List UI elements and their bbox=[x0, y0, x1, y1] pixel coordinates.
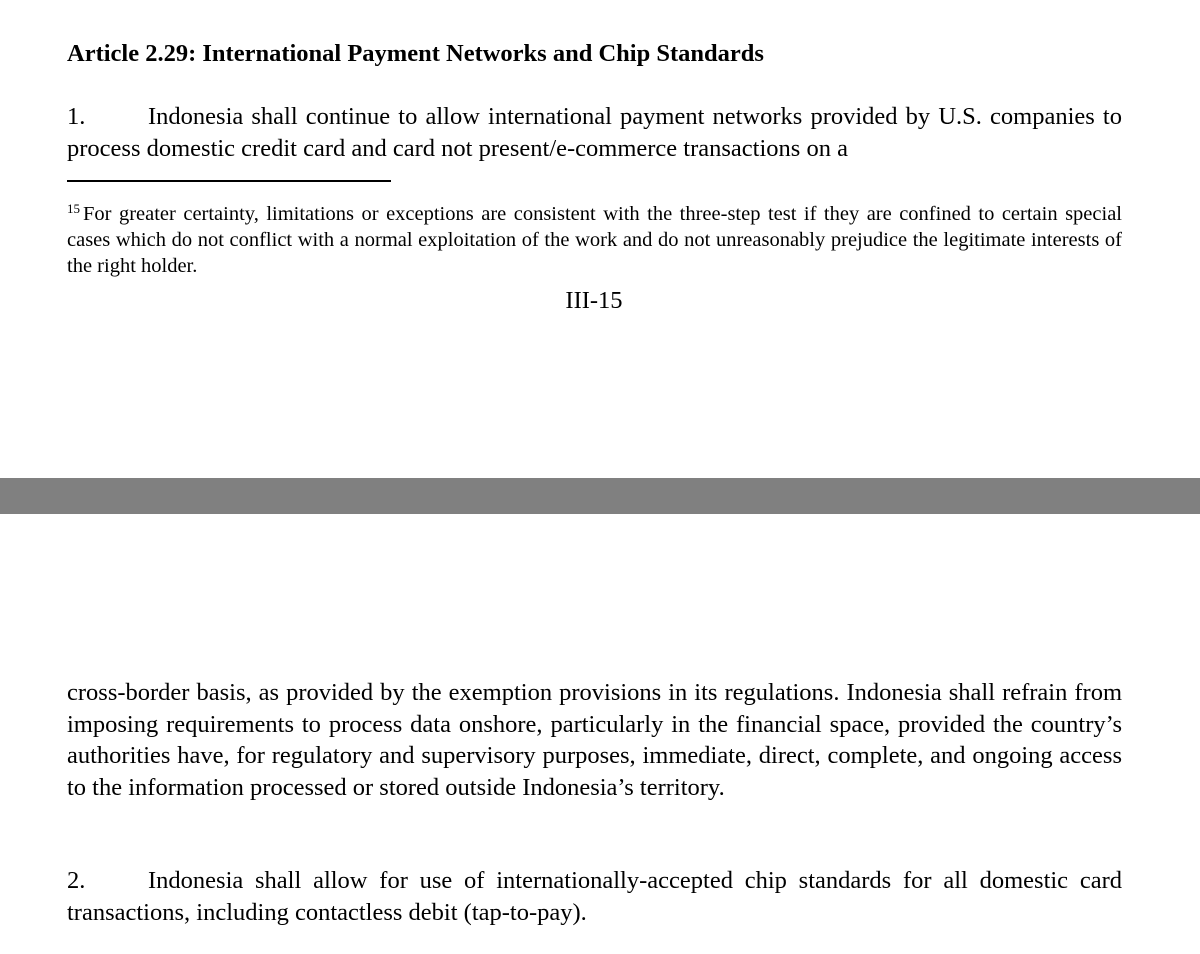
paragraph-1-continued: cross-border basis, as provided by the exemption provisions in its regulations. Indonesia shall refrain from imposing requirements to process data onshore, particularly in the financial space, provided the country’s authorities have, for regulatory and supervisory purposes, immediate, direct, complete, and ongoing access to the information processed or stored outside Indonesia’s territory. bbox=[67, 679, 1122, 801]
footnote-separator bbox=[67, 180, 391, 182]
footnote-marker: 15 bbox=[67, 201, 80, 216]
paragraph-2-text: Indonesia shall allow for use of internationally-accepted chip standards for all domestic card transactions, including contactless debit (tap-to-pay). bbox=[67, 867, 1122, 926]
paragraph-2-number: 2. bbox=[67, 867, 86, 894]
article-heading: Article 2.29: International Payment Networks and Chip Standards bbox=[67, 40, 764, 67]
paragraph-2 bbox=[67, 865, 1122, 928]
paragraph-1 bbox=[67, 101, 1122, 164]
paragraph-1-text: Indonesia shall continue to allow international payment networks provided by U.S. companies to process domestic credit card and card not present/e-commerce transactions on a bbox=[67, 103, 1122, 162]
footnote-15 bbox=[67, 196, 1122, 279]
document-page-lower bbox=[0, 514, 1200, 954]
footnote-text: For greater certainty, limitations or exceptions are consistent with the three-step test if they are confined to certain special cases which do not conflict with a normal exploitation of the work and do not unreasonably prejudice the legitimate interests of the right holder. bbox=[67, 203, 1122, 277]
paragraph-1-number: 1. bbox=[67, 103, 86, 130]
page-break-divider bbox=[0, 478, 1200, 514]
page-number: III-15 bbox=[565, 287, 623, 314]
